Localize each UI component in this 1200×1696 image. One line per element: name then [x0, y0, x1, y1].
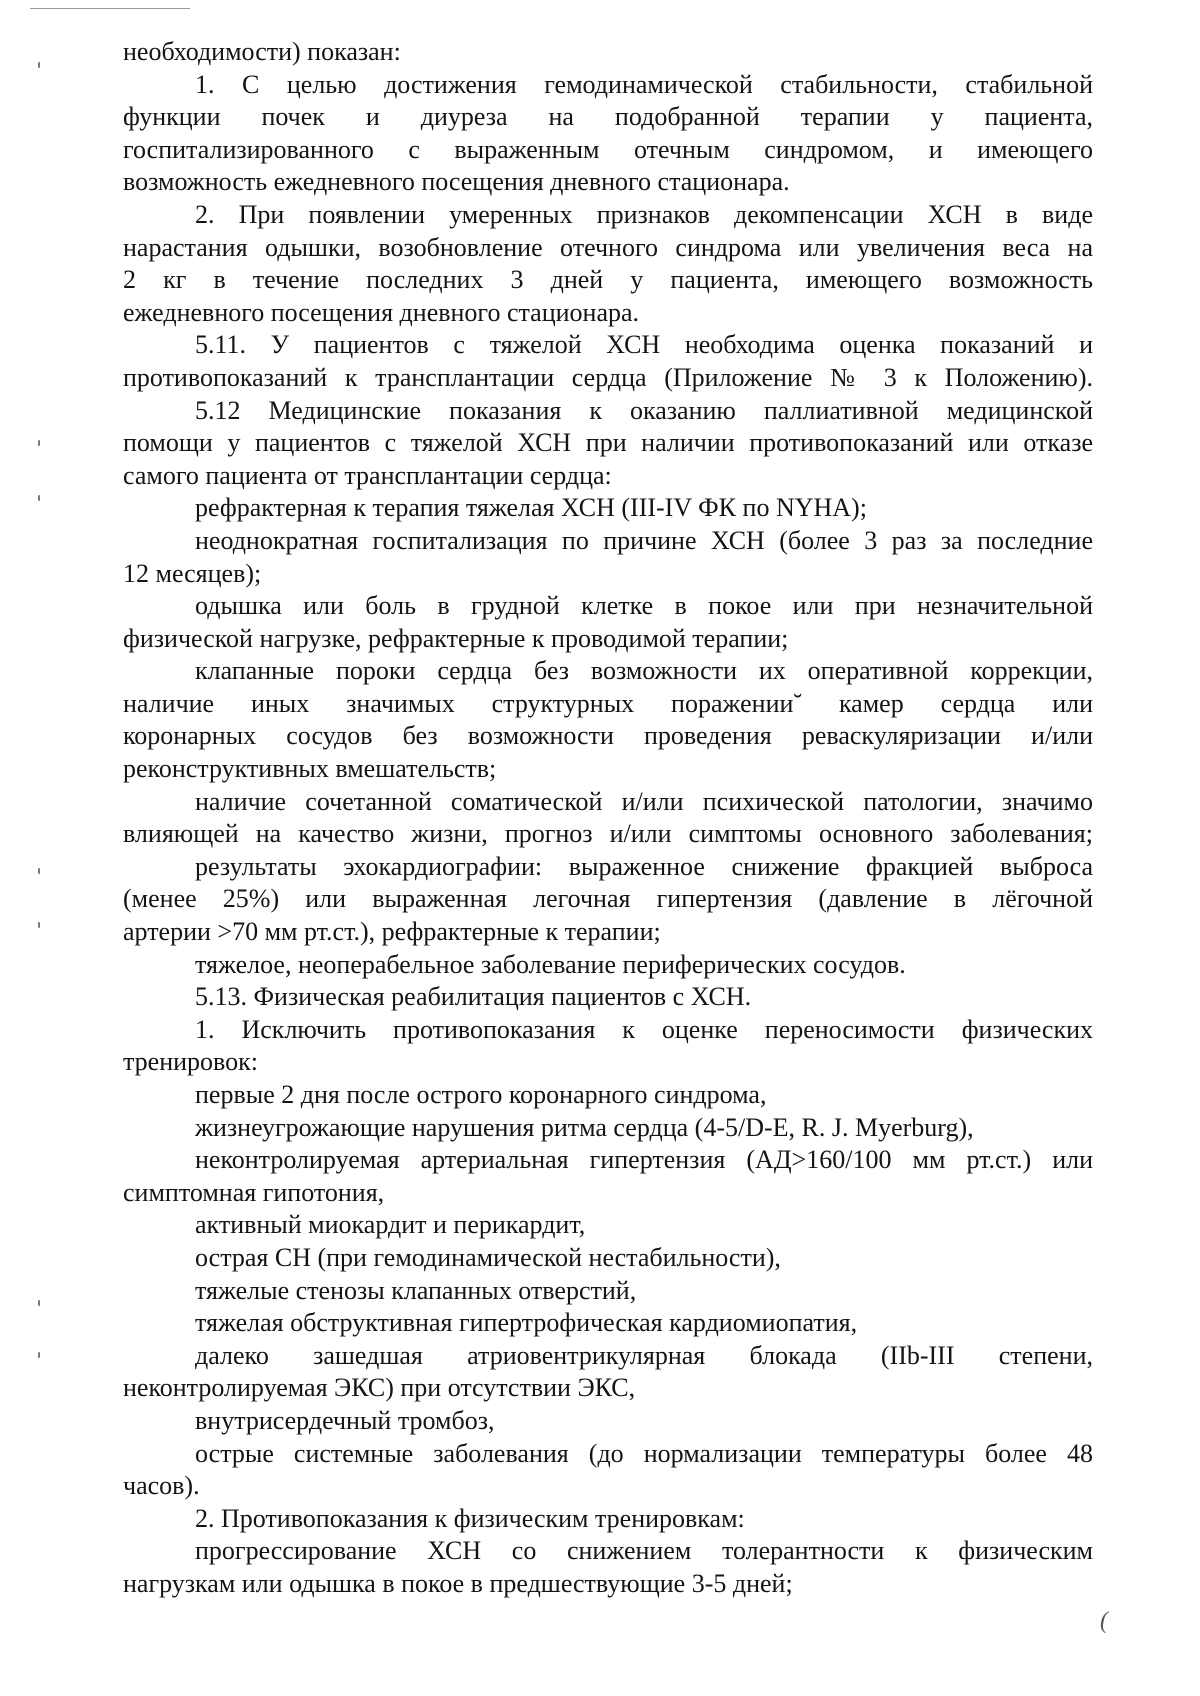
text-line: рефрактерная к терапия тяжелая ХСН (III-IV ФК по NYHA); — [195, 493, 867, 523]
margin-speck — [38, 495, 40, 501]
text-line: 2. Противопоказания к физическим тренировкам: — [195, 1503, 745, 1533]
text-line: результаты эхокардиографии: выраженное снижение фракцией выброса — [195, 851, 1093, 881]
margin-speck — [38, 1300, 40, 1306]
text-line: самого пациента от трансплантации сердца: — [123, 460, 612, 490]
text-line: физической нагрузке, рефрактерные к проводимой терапии; — [123, 623, 789, 653]
text-line: реконструктивных вмешательств; — [123, 754, 497, 784]
text-line: необходимости) показан: — [123, 37, 401, 66]
margin-speck — [38, 868, 40, 874]
text-line: клапанные пороки сердца без возможности их оперативной коррекции, — [195, 656, 1093, 686]
text-line: острые системные заболевания (до нормализации температуры более 48 — [195, 1438, 1093, 1468]
text-line: жизнеугрожающие нарушения ритма сердца (4-5/D-E, R. J. Myerburg), — [195, 1112, 974, 1142]
text-line: первые 2 дня после острого коронарного синдрома, — [195, 1080, 767, 1109]
text-line: симптомная гипотония, — [123, 1177, 385, 1207]
text-line: внутрисердечный тромбоз, — [195, 1405, 495, 1435]
text-line: нарастания одышки, возобновление отечного синдрома или увеличения веса на — [123, 232, 1093, 262]
text-line: неконтролируемая ЭКС) при отсутствии ЭКС, — [123, 1373, 636, 1403]
text-line: коронарных сосудов без возможности проведения реваскуляризации и/или — [123, 721, 1093, 751]
text-line: 5.13. Физическая реабилитация пациентов с ХСН. — [195, 982, 752, 1012]
text-line: острая СН (при гемодинамической нестабильности), — [195, 1242, 781, 1272]
text-line: функции почек и диуреза на подобранной терапии у пациента, — [123, 102, 1093, 132]
text-line: наличие сочетанной соматической и/или психической патологии, значимо — [195, 786, 1093, 816]
margin-speck — [38, 922, 40, 928]
text-line: прогрессирование ХСН со снижением толерантности к физическим — [195, 1536, 1093, 1566]
text-line: артерии >70 мм рт.ст.), рефрактерные к терапии; — [123, 917, 661, 947]
text-line: ежедневного посещения дневного стационара. — [123, 297, 640, 327]
text-line: 1. Исключить противопоказания к оценке переносимости физических — [195, 1014, 1093, 1044]
text-line: наличие иных значимых структурных поражении˘ камер сердца или — [123, 688, 1093, 718]
text-line: неоднократная госпитализация по причине ХСН (более 3 раз за последние — [195, 525, 1093, 555]
text-line: далеко зашедшая атриовентрикулярная блокада (IIb-III степени, — [195, 1340, 1093, 1370]
margin-speck — [38, 62, 40, 68]
text-line: тяжелое, неоперабельное заболевание периферических сосудов. — [195, 949, 906, 979]
text-line: тренировок: — [123, 1047, 259, 1077]
text-line: нагрузкам или одышка в покое в предшествующие 3-5 дней; — [123, 1568, 793, 1598]
page-edge-mark: ( — [1100, 1608, 1108, 1634]
margin-speck — [38, 440, 40, 446]
top-edge-rule — [30, 8, 190, 9]
margin-speck — [38, 1352, 40, 1358]
text-line: активный миокардит и перикардит, — [195, 1210, 586, 1240]
text-line: 5.11. У пациентов с тяжелой ХСН необходима оценка показаний и — [195, 330, 1093, 360]
text-line: 2. При появлении умеренных признаков декомпенсации ХСН в виде — [195, 199, 1093, 229]
text-line: одышка или боль в грудной клетке в покое или при незначительной — [195, 591, 1093, 621]
text-line: 1. С целью достижения гемодинамической стабильности, стабильной — [195, 69, 1093, 99]
text-line: госпитализированного с выраженным отечным синдромом, и имеющего — [123, 134, 1093, 164]
text-line: тяжелые стенозы клапанных отверстий, — [195, 1275, 637, 1305]
text-line: противопоказаний к трансплантации сердца (Приложение № 3 к Положению). — [123, 362, 1093, 392]
text-line: тяжелая обструктивная гипертрофическая кардиомиопатия, — [195, 1308, 858, 1338]
text-line: 12 месяцев); — [123, 558, 262, 588]
text-line: 5.12 Медицинские показания к оказанию паллиативной медицинской — [195, 395, 1093, 425]
text-line: неконтролируемая артериальная гипертензия (АД>160/100 мм рт.ст.) или — [195, 1145, 1093, 1175]
text-line: возможность ежедневного посещения дневного стационара. — [123, 167, 790, 197]
text-line: часов). — [123, 1471, 200, 1501]
text-line: (менее 25%) или выраженная легочная гипертензия (давление в лёгочной — [123, 884, 1093, 914]
text-line: помощи у пациентов с тяжелой ХСН при наличии противопоказаний или отказе — [123, 428, 1093, 458]
text-line: влияющей на качество жизни, прогноз и/или симптомы основного заболевания; — [123, 819, 1093, 849]
document-body — [123, 36, 1093, 1601]
text-line: 2 кг в течение последних 3 дней у пациента, имеющего возможность — [123, 265, 1093, 295]
